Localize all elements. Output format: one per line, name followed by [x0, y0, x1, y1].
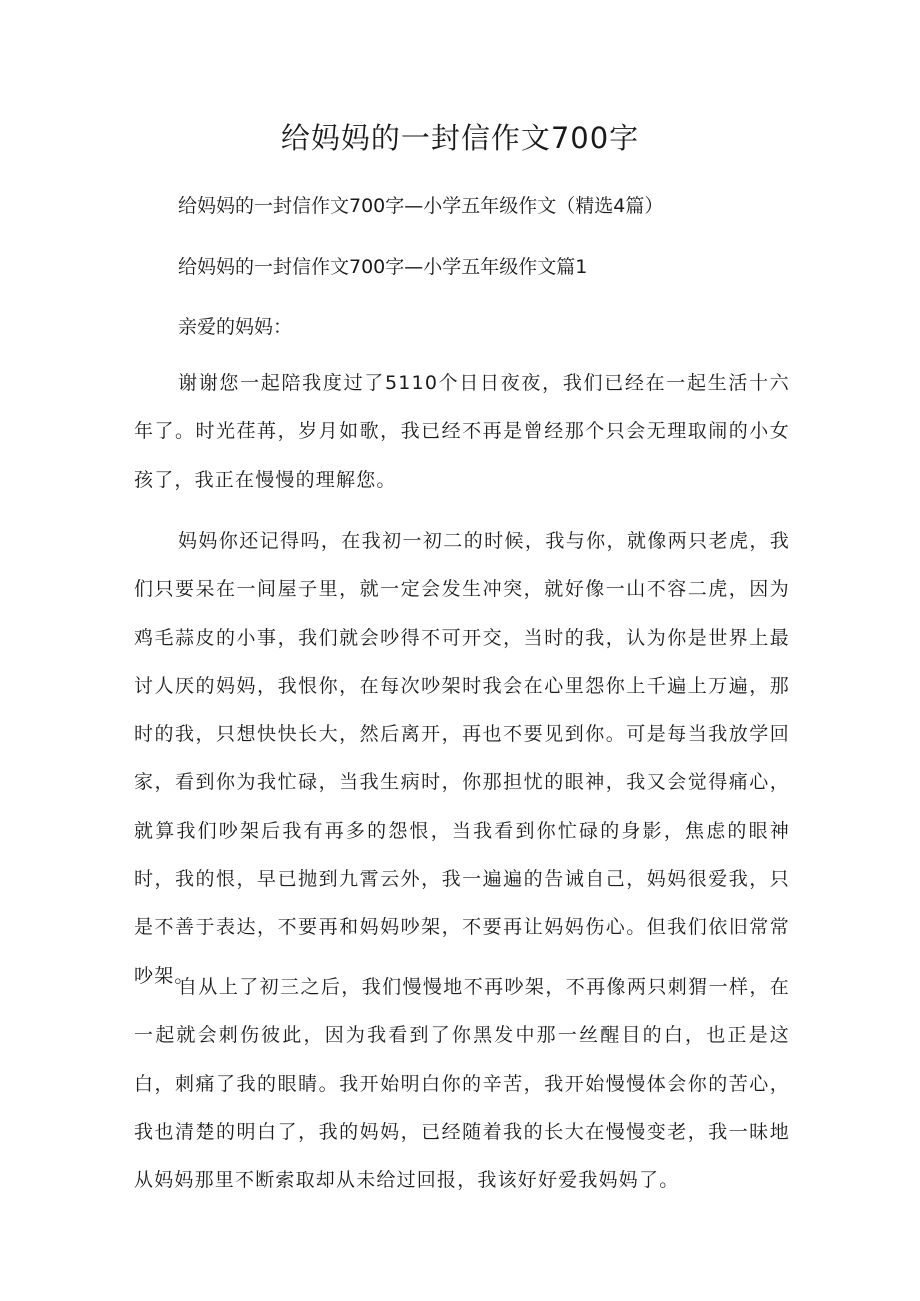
- body-paragraph-3: 自从上了初三之后，我们慢慢地不再吵架，不再像两只刺猬一样，在一起就会刺伤彼此，因为我看到了你黑发中那一丝醒目的白，也正是这白，刺痛了我的眼睛。我开始明白你的辛苦，我开始慢慢体会你的苦心，我也清楚的明白了，我的妈妈，已经随着我的长大在慢慢变老，我一昧地从妈妈那里不断索取却从未给过回报，我该好好爱我妈妈了。: [134, 976, 790, 1192]
- salutation: 亲爱的妈妈：: [178, 316, 293, 338]
- body-paragraph-1: 谢谢您一起陪我度过了5110个日日夜夜，我们已经在一起生活十六年了。时光荏苒，岁月如歌，我已经不再是曾经那个只会无理取闹的小女孩了，我正在慢慢的理解您。: [134, 372, 790, 491]
- document-subtitle: 给妈妈的一封信作文700字—小学五年级作文（精选4篇）: [178, 195, 664, 217]
- document-title: 给妈妈的一封信作文700字: [280, 121, 640, 155]
- section-heading: 给妈妈的一封信作文700字—小学五年级作文篇1: [178, 256, 588, 278]
- body-paragraph-2: 妈妈你还记得吗，在我初一初二的时候，我与你，就像两只老虎，我们只要呆在一间屋子里，就一定会发生冲突，就好像一山不容二虎，因为鸡毛蒜皮的小事，我们就会吵得不可开交，当时的我，认为你是世界上最讨人厌的妈妈，我恨你，在每次吵架时我会在心里怨你上千遍上万遍，那时的我，只想快快长大，然后离开，再也不要见到你。可是每当我放学回家，看到你为我忙碌，当我生病时，你那担忧的眼神，我又会觉得痛心，就算我们吵架后我有再多的怨恨，当我看到你忙碌的身影，焦虑的眼神时，我的恨，早已抛到九霄云外，我一遍遍的告诫自己，妈妈很爱我，只是不善于表达，不要再和妈妈吵架，不要再让妈妈伤心。但我们依旧常常吵架。: [134, 530, 790, 987]
